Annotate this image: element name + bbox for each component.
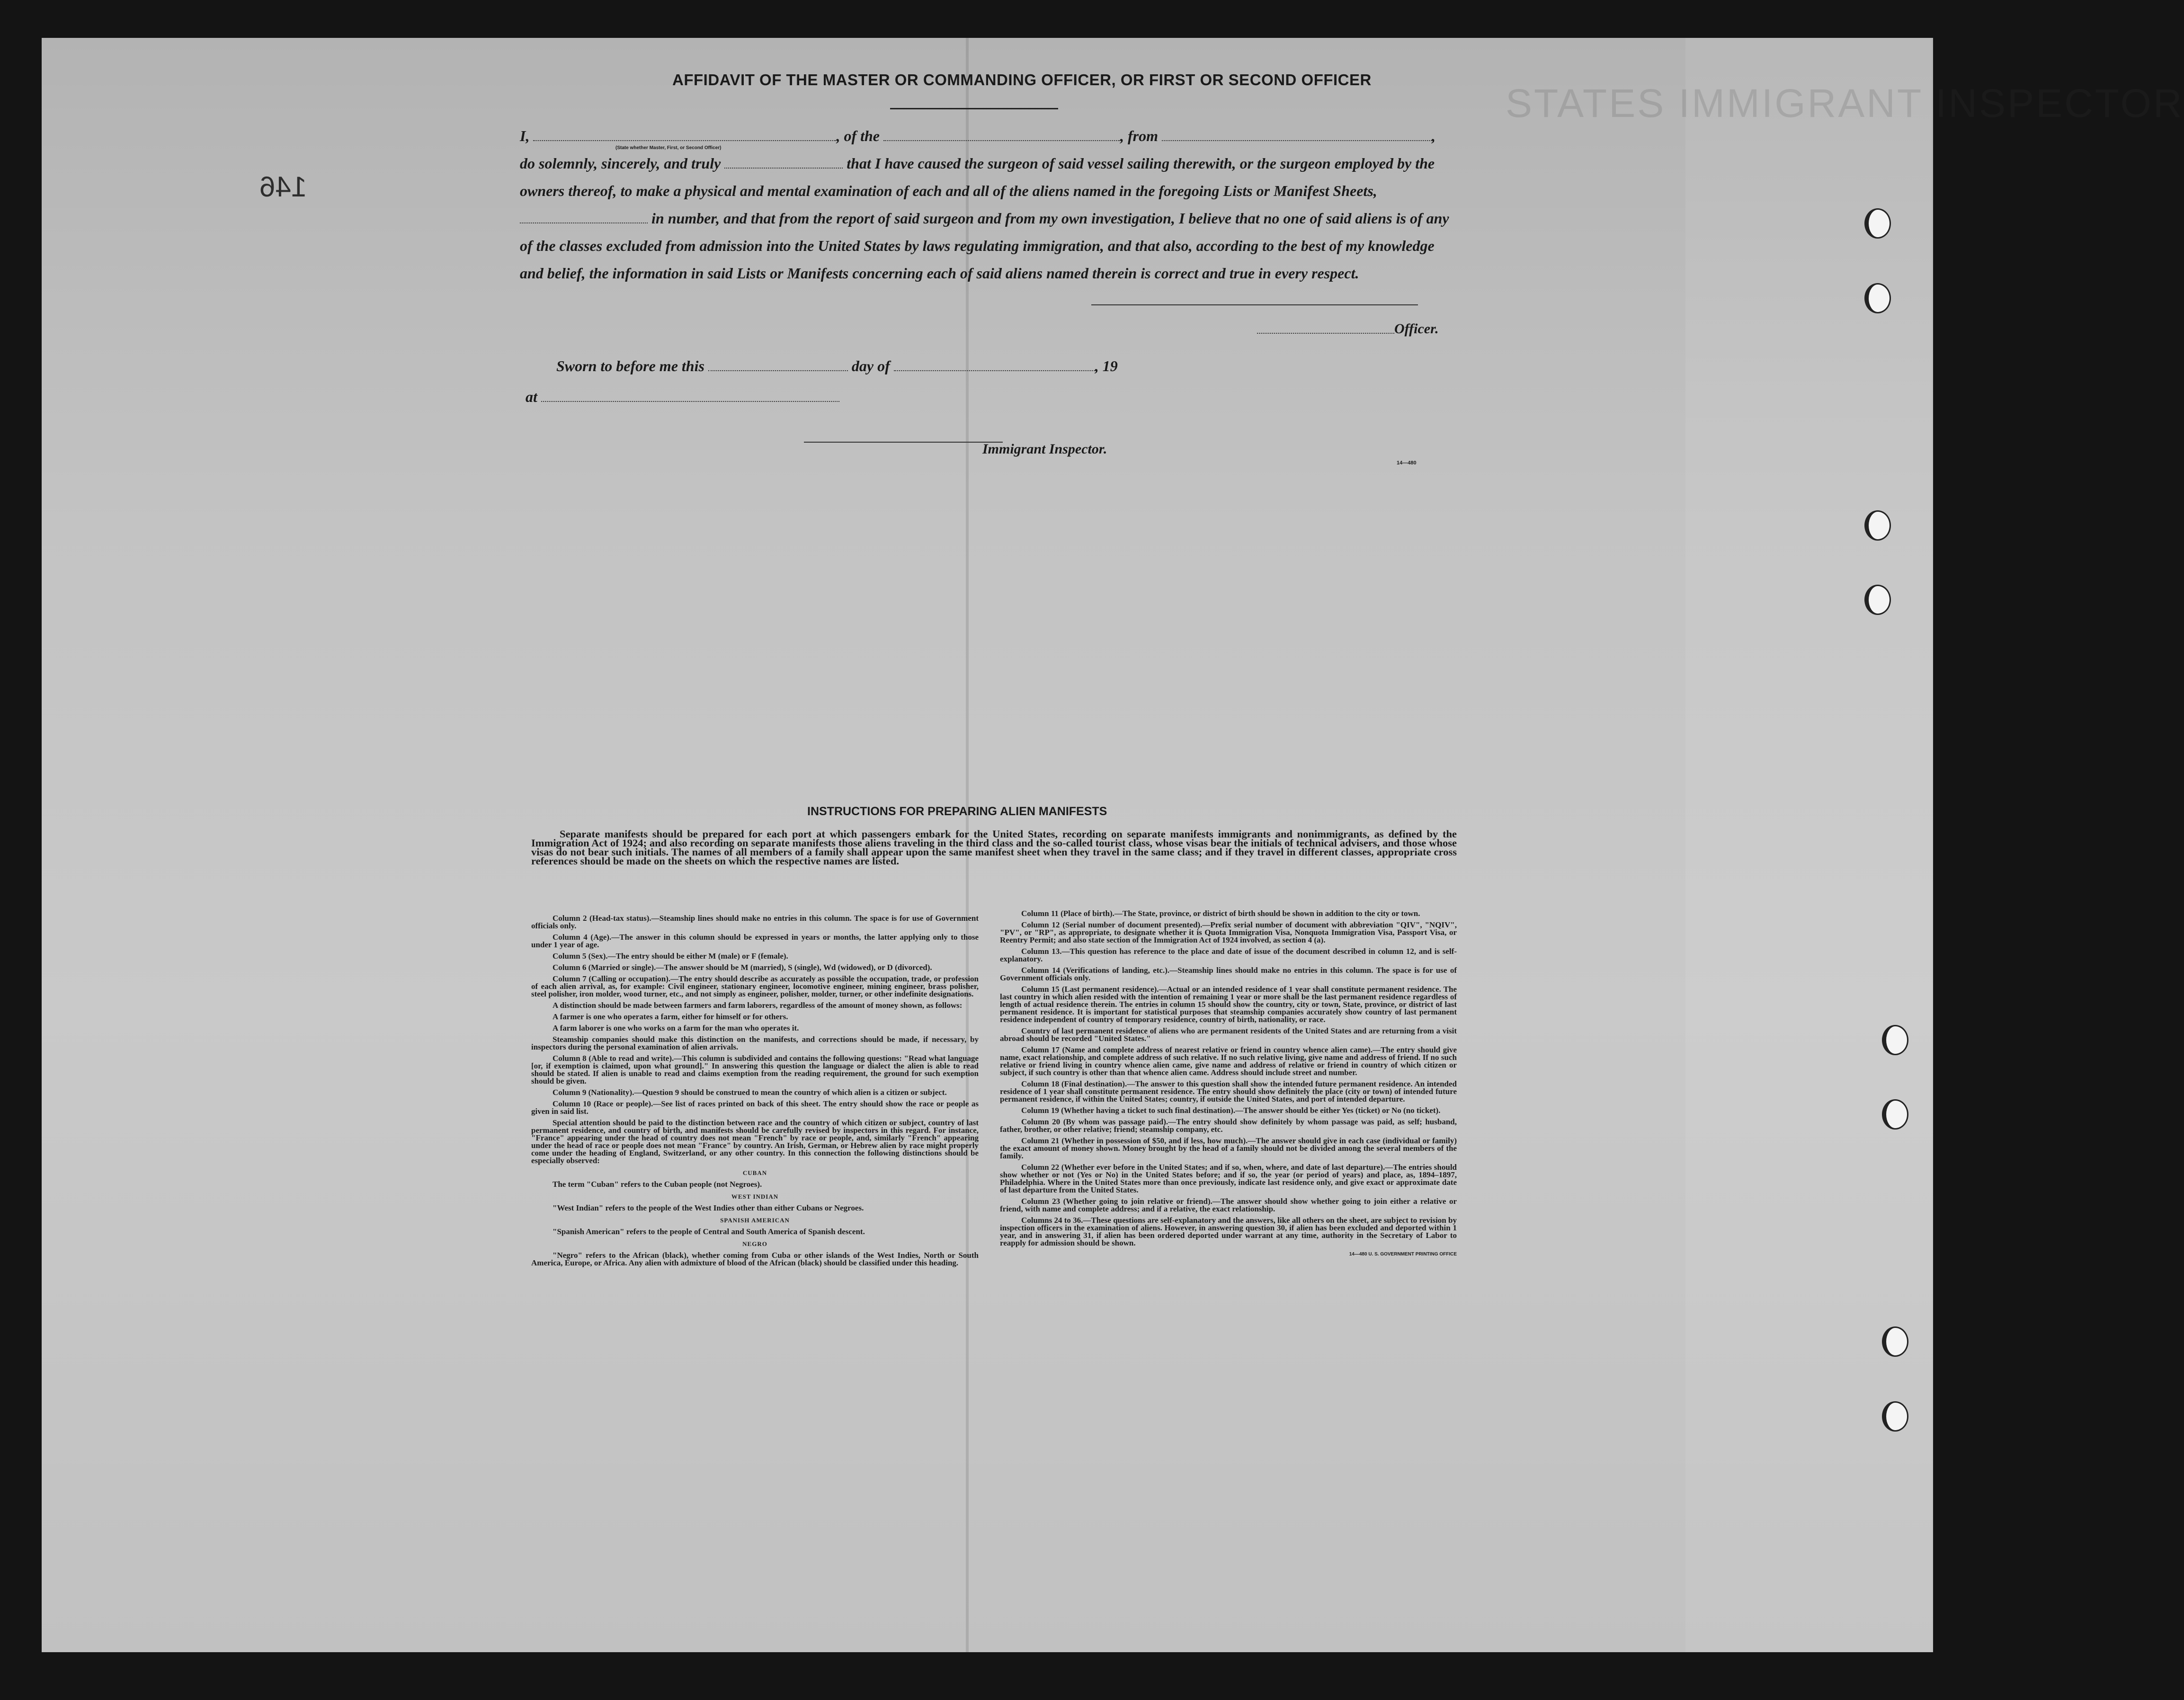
place-blank[interactable]: [541, 391, 839, 402]
cuban-heading: CUBAN: [742, 1169, 767, 1176]
instruction-paragraph: Country of last permanent residence of aliens who are permanent residents of the United States and are returning from a visit abroad should be recorded "United States.": [1000, 1026, 1457, 1043]
instruction-paragraph: Column 22 (Whether ever before in the United States; and if so, when, where, and date of last departure).—The entries should show whether or not (Yes or No) in the United States before; and if so, the year (or period of years) and place, as, 1894–1897, Philadelphia. Where in the United States more than once previously, indicate last residence only, and give exact or approximate date of last departure from the United States.: [1000, 1163, 1457, 1194]
instructions-title: INSTRUCTIONS FOR PREPARING ALIEN MANIFESTS: [807, 805, 1107, 818]
west-indian-heading: WEST INDIAN: [731, 1193, 779, 1200]
vessel-name-blank[interactable]: [883, 130, 1120, 141]
instructions-right-column: [1000, 910, 1457, 1258]
instruction-paragraph: Column 21 (Whether in possession of $50, and if less, how much).—The answer should give in each case (individual or family) the exact amount of money shown. Money brought by the head of a family should not be divided among the several members of the family.: [1000, 1136, 1457, 1160]
sworn-line: [556, 357, 1118, 375]
punch-hole: [1864, 585, 1891, 615]
punch-hole: [1864, 208, 1891, 239]
instruction-paragraph: Special attention should be paid to the distinction between race and the country of which citizen or subject, country of last permanent residence, and country of birth, and manifests should be carefully revised by inspectors in this regard. For instance, "France" appearing under the head of country does not mean "French" by race or people, and, similarly "French" appearing under the head of race or people does not mean "France" by country. An Irish, German, or Hebrew alien by race might properly come under the heading of England, Switzerland, or any other country. In this connection the following distinctions should be especially observed:: [531, 1118, 979, 1165]
sworn-text-2: day of: [851, 357, 890, 374]
punch-hole: [1882, 1401, 1908, 1432]
affidavit-text-1: I,: [520, 127, 530, 144]
at-line: [526, 388, 839, 406]
day-blank[interactable]: [708, 360, 848, 371]
instruction-paragraph: Column 20 (By whom was passage paid).—The entry should show definitely by whom passage was paid, as self; husband, father, brother, or other relative; friend; steamship company, etc.: [1000, 1117, 1457, 1134]
punch-hole: [1864, 510, 1891, 541]
affidavit-text-7: in number, and that from the report of said surgeon and from my own investigation, I believe that no one of said aliens is of any of the classes excluded from admission into the United States by laws regulating immigration, and that also, according to the best of my knowledge and belief, the information in said Lists or Manifests concerning each of said aliens named therein is correct and true in every respect.: [520, 210, 1449, 282]
officer-rank-blank[interactable]: [533, 130, 836, 141]
instruction-paragraph: Column 18 (Final destination).—The answer to this question shall show the intended future permanent residence. An intended residence of 1 year shall constitute permanent residence. The entry should show definitely the place (city or town) of intended future permanent residence, if within the United States; country, if outside the United States, and port of intended departure.: [1000, 1079, 1457, 1104]
instruction-paragraph: Column 17 (Name and complete address of nearest relative or friend in country whence alien came).—The entry should give name, exact relationship, and complete address of such relative. If no such relative living, give name and address of friend. If no such relative or friend living in country whence alien came, give name and address of relative or friend in country of which citizen or subject, if such country is other than that whence alien came. Address should include street and number.: [1000, 1045, 1457, 1077]
signature-line[interactable]: [1091, 304, 1418, 305]
officer-rank-line[interactable]: [1257, 333, 1394, 334]
instructions-intro: Separate manifests should be prepared for each port at which passengers embark for the United States, recording on separate manifests immigrants and nonimmigrants, as defined by the Immigration Act of 1924; and also recording on separate manifests those aliens traveling in the third class and the so-called tourist class, whose visas bear the initials of technical advisers, and those whose visas do not bear such initials. The names of all members of a family shall appear upon the same manifest sheet when they travel in the same class; and if they travel in different classes, appropriate cross references should be made on the sheets on which the respective names are listed.: [531, 828, 1457, 867]
title-rule: [890, 108, 1058, 109]
sworn-text-1: Sworn to before me this: [556, 357, 704, 374]
punch-hole: [1864, 283, 1891, 313]
instruction-paragraph: Column 4 (Age).—The answer in this column should be expressed in years or months, the latter applying only to those under 1 year of age.: [531, 933, 979, 949]
inspector-label: Immigrant Inspector.: [982, 441, 1107, 457]
alien-count-blank[interactable]: [520, 212, 648, 223]
west-indian-definition: "West Indian" refers to the people of the West Indies other than either Cubans or Negroes.: [553, 1203, 864, 1212]
instruction-paragraph: Column 14 (Verifications of landing, etc.).—Steamship lines should make no entries in this column. The space is for use of Government officials only.: [1000, 966, 1457, 982]
instruction-paragraph: Column 9 (Nationality).—Question 9 should be construed to mean the country of which alien is a citizen or subject.: [553, 1088, 947, 1097]
inspector-signature-line[interactable]: [804, 442, 1003, 443]
departure-port-blank[interactable]: [1162, 130, 1432, 141]
bleed-through-text: STATES IMMIGRANT INSPECTOR: [1506, 81, 2184, 125]
instruction-paragraph: Column 8 (Able to read and write).—This column is subdivided and contains the following questions: "Read what language [or, if exemption is claimed, upon what ground]." In answering this question the language or dialect the alien is able to read should be stated. If alien is unable to read and claims exemption from the reading requirement, the ground for such exemption should be given.: [531, 1054, 979, 1086]
spanish-american-definition: "Spanish American" refers to the people of Central and South America of Spanish descent.: [553, 1227, 865, 1236]
affidavit-text-5: solemnly, sincerely, and truly: [539, 155, 721, 172]
page-number: 146: [259, 171, 307, 203]
officer-rank-note: (State whether Master, First, or Second Officer): [615, 145, 722, 151]
instruction-paragraph: Column 12 (Serial number of document presented).—Prefix serial number of document with abbreviation "QIV", "NQIV", "PV", or "RP", as appropriate, to designate whether it is Quota Immigration Visa, Nonquota Immigration Visa, Passport Visa, or Reentry Permit; and also state section of the Immigration Act of 1924 involved, as section 4 (a).: [1000, 920, 1457, 944]
at-label: at: [526, 388, 537, 405]
instruction-paragraph: A farm laborer is one who works on a farm for the man who operates it.: [553, 1024, 799, 1032]
instruction-paragraph: Steamship companies should make this distinction on the manifests, and corrections should be made, if necessary, by inspectors during the personal examination of alien arrivals.: [531, 1035, 979, 1051]
instruction-paragraph: Columns 24 to 36.—These questions are self-explanatory and the answers, like all others on the sheet, are subject to revision by inspection officers in the examination of aliens. However, in answering question 30, if alien has been excluded and deported within 1 year, and in answering 31, if alien has been ordered deported under warrant at any time, authority in the Secretary of Labor to reapply for admission should be shown.: [1000, 1216, 1457, 1247]
cuban-definition: The term "Cuban" refers to the Cuban people (not Negroes).: [553, 1180, 762, 1189]
affidavit-text-4: , do: [520, 127, 1435, 172]
instruction-paragraph: A farmer is one who operates a farm, either for himself or for others.: [553, 1012, 788, 1021]
instruction-paragraph: Column 11 (Place of birth).—The State, province, or district of birth should be shown in addition to the city or town.: [1021, 909, 1420, 918]
instruction-paragraph: Column 23 (Whether going to join relative or friend).—The answer should show whether going to join either a relative or friend, with name and complete address; and if a relative, the exact relationship.: [1000, 1197, 1457, 1213]
instruction-paragraph: Column 10 (Race or people).—See list of races printed on back of this sheet. The entry should show the race or people as given in said list.: [531, 1099, 979, 1116]
form-number: 14—480: [1397, 460, 1417, 466]
punch-hole: [1882, 1099, 1908, 1130]
negro-definition: "Negro" refers to the African (black), whether coming from Cuba or other islands of the West Indies, North or South America, Europe, or Africa. Any alien with admixture of blood of the African (black) should be classified under this heading.: [531, 1251, 979, 1267]
negro-heading: NEGRO: [742, 1240, 767, 1247]
affidavit-title: AFFIDAVIT OF THE MASTER OR COMMANDING OFFICER, OR FIRST OR SECOND OFFICER: [672, 71, 1372, 89]
month-blank[interactable]: [894, 360, 1095, 371]
instruction-paragraph: Column 2 (Head-tax status).—Steamship lines should make no entries in this column. The space is for use of Government officials only.: [531, 914, 979, 930]
punch-hole: [1882, 1326, 1908, 1357]
instruction-paragraph: A distinction should be made between farmers and farm laborers, regardless of the amount of money shown, as follows:: [553, 1001, 963, 1010]
affidavit-text-3: , from: [1120, 127, 1158, 144]
instruction-paragraph: Column 7 (Calling or occupation).—The entry should describe as accurately as possible the occupation, trade, or profession of each alien arrival, as, for example: Civil engineer, stationary engineer, locomotive engineer, mining engineer, brass polisher, steel polisher, iron molder, wood turner, etc., and not simply as engineer, polisher, molder, turner, or other indefinite designations.: [531, 974, 979, 998]
printing-office-imprint: 14—480 U. S. GOVERNMENT PRINTING OFFICE: [1349, 1252, 1457, 1257]
affidavit-text-6: that I have caused the surgeon of said vessel sailing therewith, or the surgeon employed by the owners thereof, to make a physical and mental examination of each and all of the aliens named in the foregoing Lists or Manifest Sheets,: [520, 155, 1435, 199]
sworn-text-3: , 19: [1095, 357, 1118, 374]
officer-label: Officer.: [1394, 321, 1439, 337]
affidavit-text-2: , of the: [836, 127, 880, 144]
instruction-paragraph: Column 19 (Whether having a ticket to such final destination).—The answer should be either Yes (ticket) or No (no ticket).: [1021, 1106, 1441, 1115]
instruction-paragraph: Column 15 (Last permanent residence).—Actual or an intended residence of 1 year shall constitute permanent residence. The last country in which alien resided with the intention of remaining 1 year or more shall be the last permanent residence regardless of length of actual residence therein. The entries in column 15 should show the country, city or town, State, province, or district of last permanent residence. It is important for statistical purposes that steamship companies accurately show country of last permanent residence independent of country of temporary residence, country of birth, nationality, or race.: [1000, 985, 1457, 1024]
spanish-american-heading: SPANISH AMERICAN: [720, 1217, 790, 1224]
instruction-paragraph: Column 5 (Sex).—The entry should be either M (male) or F (female).: [553, 952, 788, 961]
oath-word-blank[interactable]: [724, 157, 843, 169]
instruction-paragraph: Column 6 (Married or single).—The answer should be M (married), S (single), Wd (widowed), or D (divorced).: [553, 963, 932, 972]
instructions-left-column: [531, 915, 979, 1271]
punch-hole: [1882, 1025, 1908, 1055]
instruction-paragraph: Column 13.—This question has reference to the place and date of issue of the document described in column 12, and is self-explanatory.: [1000, 947, 1457, 963]
